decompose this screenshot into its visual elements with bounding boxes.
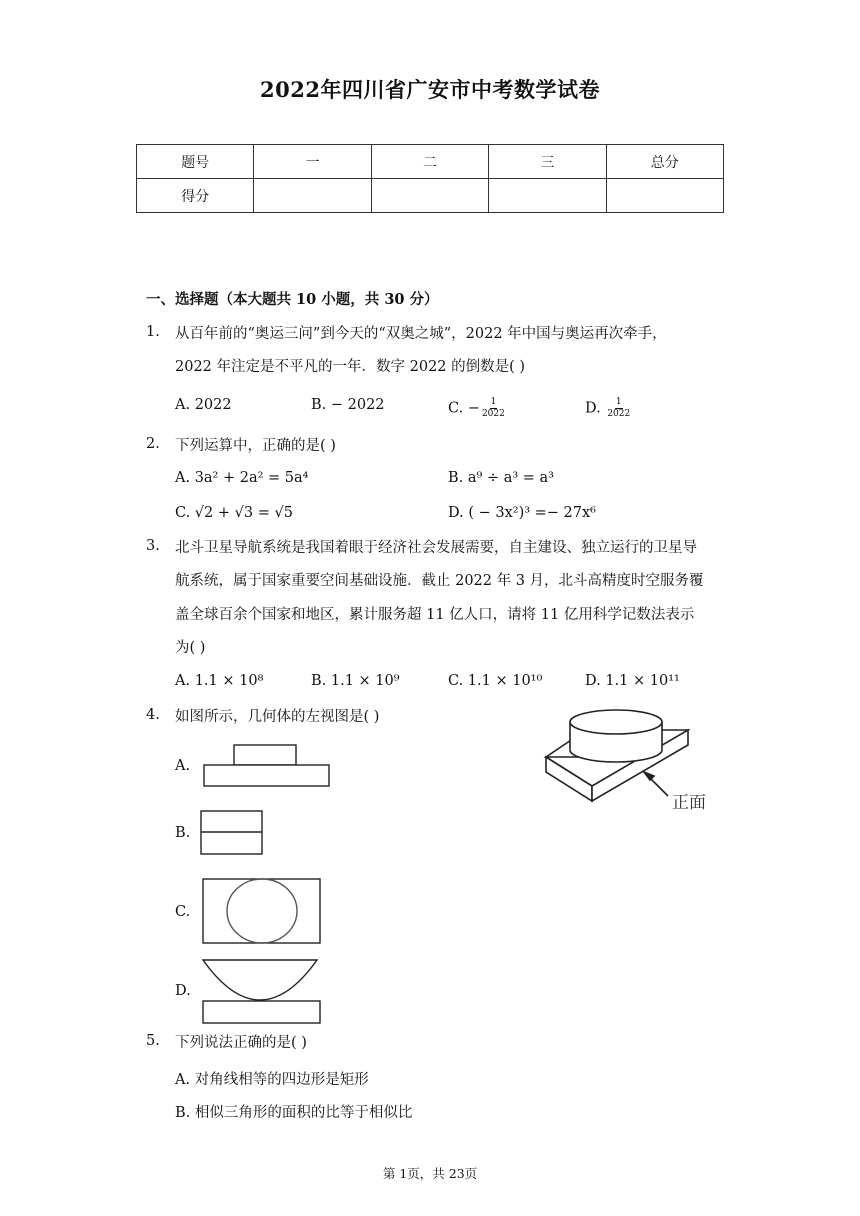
table-cell: 总分	[606, 145, 723, 179]
option-a: A. 对角线相等的四边形是矩形	[175, 1072, 369, 1088]
question-number: 5.	[146, 1033, 160, 1049]
option-a: A.	[175, 758, 191, 774]
fraction-denominator: 2022	[607, 409, 631, 419]
question-number: 3.	[146, 538, 160, 554]
table-row	[137, 179, 724, 213]
fraction-denominator: 2022	[481, 409, 505, 419]
option-a-figure	[203, 744, 331, 788]
question-number: 2.	[146, 436, 160, 452]
option-d-figure	[200, 956, 324, 1026]
question-number: 4.	[146, 707, 160, 723]
table-cell	[254, 179, 371, 213]
question-text: 下列说法正确的是( )	[175, 1035, 307, 1051]
option-label: D.	[585, 400, 606, 417]
question-text: 下列运算中，正确的是( )	[175, 438, 336, 454]
option-b: B. a⁹ ÷ a³ = a³	[448, 470, 554, 486]
table-row	[137, 145, 724, 179]
option-label: C. −	[448, 400, 480, 417]
score-table	[136, 144, 724, 213]
option-b: B. 1.1 × 10⁹	[311, 673, 400, 689]
question-number: 1.	[146, 324, 160, 340]
option-a: A. 2022	[175, 397, 232, 413]
question-text: 航系统，属于国家重要空间基础设施．截止 2022 年 3 月，北斗高精度时空服务覆	[175, 573, 704, 589]
table-cell	[371, 179, 488, 213]
option-b: B.	[175, 825, 191, 841]
option-b: B. − 2022	[311, 397, 385, 413]
page-title: 2022年四川省广安市中考数学试卷	[260, 77, 600, 102]
option-a: A. 3a² + 2a² = 5a⁴	[175, 470, 309, 486]
question-text: 北斗卫星导航系统是我国着眼于经济社会发展需要，自主建设、独立运行的卫星导	[175, 540, 697, 556]
table-cell: 题号	[137, 145, 254, 179]
fraction-numerator: 1	[490, 397, 497, 407]
option-b: B. 相似三角形的面积的比等于相似比	[175, 1105, 413, 1121]
option-c: C.	[175, 904, 191, 920]
table-cell: 三	[489, 145, 606, 179]
question-text: 如图所示，几何体的左视图是( )	[175, 709, 380, 725]
fraction	[607, 397, 630, 420]
option-a: A. 1.1 × 10⁸	[175, 673, 264, 689]
question-text: 2022 年注定是不平凡的一年．数字 2022 的倒数是( )	[175, 359, 526, 375]
question-text: 为( )	[175, 640, 206, 656]
table-cell: 二	[371, 145, 488, 179]
question-text: 盖全球百余个国家和地区，累计服务超 11 亿人口，请将 11 亿用科学记数法表示	[175, 607, 695, 623]
option-d: D.	[175, 983, 191, 999]
option-d	[585, 397, 630, 420]
option-c: C. 1.1 × 10¹⁰	[448, 673, 543, 689]
fraction	[482, 397, 505, 420]
option-d: D. ( − 3x²)³ =− 27x⁶	[448, 505, 596, 521]
page-footer: 第 1页，共 23页	[382, 1166, 478, 1181]
option-c-figure	[202, 878, 322, 946]
table-cell: 得分	[137, 179, 254, 213]
fraction-numerator: 1	[615, 397, 622, 407]
table-cell	[489, 179, 606, 213]
table-cell	[606, 179, 723, 213]
section-heading: 一、选择题（本大题共 10 小题，共 30 分）	[146, 291, 439, 308]
question-text: 从百年前的“奥运三问”到今天的“双奥之城”，2022 年中国与奥运再次牵手，	[175, 326, 667, 342]
option-c: C. √2 + √3 = √5	[175, 505, 293, 521]
option-c	[448, 397, 505, 420]
option-b-figure	[200, 810, 264, 856]
option-d: D. 1.1 × 10¹¹	[585, 673, 680, 689]
figure-label: 正面	[672, 793, 706, 813]
table-cell: 一	[254, 145, 371, 179]
